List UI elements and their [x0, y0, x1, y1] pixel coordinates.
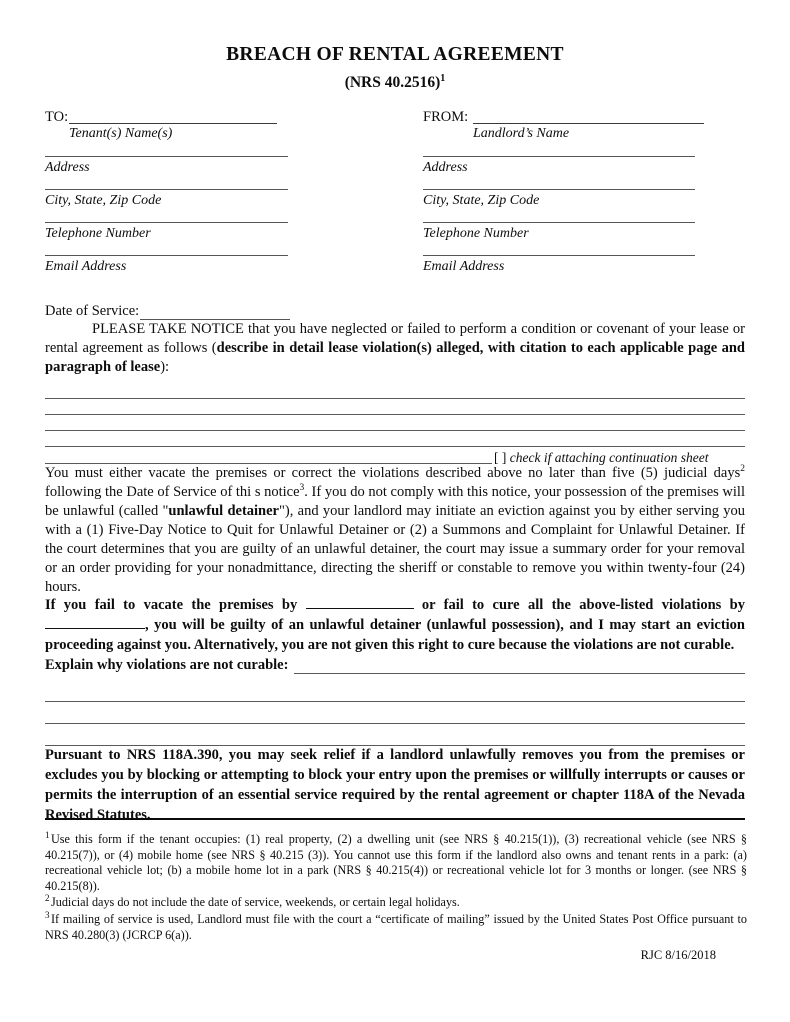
unlawful-detainer-term: unlawful detainer — [168, 503, 279, 520]
sender-telephone-input[interactable] — [423, 222, 695, 223]
recipient-email-input[interactable] — [45, 255, 288, 256]
explain-line-3[interactable] — [45, 724, 745, 746]
notice-lead: PLEASE TAKE NOTICE — [92, 320, 244, 337]
document-sheet — [45, 0, 745, 826]
vacate-part-3: . If you do not comply with this notice, your possession of the premises will be unlawful (called " — [45, 484, 745, 520]
recipient-city-input[interactable] — [45, 189, 288, 190]
footnote-1-marker: 1 — [45, 829, 50, 840]
sender-city-label: City, State, Zip Code — [423, 192, 540, 208]
footnote-2-text: Judicial days do not include the date of service, weekends, or certain legal holidays. — [51, 895, 460, 910]
date-of-service-label: Date of Service: — [45, 302, 140, 319]
recipient-name-input[interactable] — [69, 110, 277, 124]
sender-telephone-label: Telephone Number — [423, 225, 529, 241]
violation-line-5[interactable] — [45, 448, 492, 464]
violation-description-lines — [45, 383, 745, 464]
sender-label: FROM: — [423, 108, 469, 125]
vacate-part-4: "), and your landlord may initiate an eviction against you by either serving you with a (1) Five-Day Notice to Quit for Unlawful Detainer or (2) a Summons and Complaint for Unlawful Detainer. If the court determines that you are guilty of an unlawful detainer, the court may issue a summary order for your removal or an order providing for your nonadmittance, directing the sheriff or constable to remove you within twenty-four (24) hours. — [45, 503, 746, 595]
continuation-sheet-row — [45, 447, 745, 464]
sender-field-address — [423, 156, 745, 176]
recipient-email-label: Email Address — [45, 258, 127, 274]
violation-line-2[interactable] — [45, 399, 745, 415]
violation-line-3[interactable] — [45, 415, 745, 431]
vacate-part-1: You must either vacate the premises or correct the violations described above no later than five (5) judicial days — [45, 465, 741, 482]
vacate-paragraph — [45, 464, 745, 596]
continuation-checkbox-label: check if attaching continuation sheet — [509, 449, 709, 465]
explain-not-curable-lines — [45, 680, 745, 746]
explain-line-1[interactable] — [45, 680, 745, 702]
cure-date-input[interactable] — [45, 616, 145, 629]
sender-city-input[interactable] — [423, 189, 695, 190]
footnote-separator — [45, 818, 745, 820]
recipient-field-city — [45, 189, 395, 209]
recipient-telephone-input[interactable] — [45, 222, 288, 223]
footnote-3 — [45, 909, 747, 943]
violation-line-4[interactable] — [45, 431, 745, 447]
recipient-address-label: Address — [45, 159, 90, 175]
explain-line-2[interactable] — [45, 702, 745, 724]
sender-field-telephone — [423, 222, 745, 242]
notice-text-before-bold: that you have neglected or failed to perform a condition or covenant of your lease or rental agreement as follows ( — [45, 320, 745, 356]
sender-name-input[interactable] — [473, 110, 704, 124]
recipient-telephone-label: Telephone Number — [45, 225, 151, 241]
sender-column — [395, 107, 745, 274]
parties-block — [45, 107, 745, 274]
violation-line-1[interactable] — [45, 383, 745, 399]
subtitle-footnote-marker: 1 — [440, 73, 446, 85]
footnote-2 — [45, 895, 747, 911]
pursuant-nrs-paragraph: Pursuant to NRS 118A.390, you may seek relief if a landlord unlawfully removes you from the premises or excludes you by blocking or attempting to block your entry upon the premises or willfully interrupts or causes or permits the interruption of an essential service required by the rental agreement or chapter 118A of the Nevada Revised Statutes. — [45, 747, 745, 823]
recipient-name-row — [45, 107, 277, 124]
footnote-3-marker: 3 — [45, 909, 50, 920]
footnote-3-text: If mailing of service is used, Landlord must file with the court a “certificate of mailing” issued by the United States Post Office pursuant to NRS 40.280(3) (JCRCP 6(a)). — [45, 912, 747, 942]
explain-not-curable-row — [45, 657, 745, 674]
fail-to-vacate-paragraph — [45, 596, 745, 656]
vacate-date-input[interactable] — [306, 596, 414, 609]
footnotes-block — [45, 829, 747, 944]
footnote-2-marker: 2 — [45, 893, 50, 904]
form-revision-stamp: RJC 8/16/2018 — [640, 948, 716, 962]
fail-part-2: or fail to cure all the above-listed violations by — [413, 597, 745, 614]
vacate-part-2: following the Date of Service of thi s notice — [45, 484, 300, 501]
sender-field-city — [423, 189, 745, 209]
explain-not-curable-input[interactable] — [294, 660, 745, 674]
continuation-checkbox[interactable]: [ ] — [494, 449, 507, 465]
recipient-name-caption: Tenant(s) Name(s) — [69, 126, 173, 142]
continuation-sheet-checkbox-group[interactable] — [492, 451, 708, 465]
footnote-1-text: Use this form if the tenant occupies: (1) real property, (2) a dwelling unit (see NRS § 40.215(1)), (3) recreational vehicle (see NRS § 40.215(7)), or (4) mobile home (see NRS § 40.215 (3)). You cannot use this form if the landlord also owns and tenant rents in a park: (a) recreational vehicle lot; (b) a mobile home lot in a park (NRS § 40.215(4)) or recreational vehicle lot for 3 months or longer. (see NRS § 40.215(8)). — [45, 832, 747, 893]
recipient-address-input[interactable] — [45, 156, 288, 157]
page-title: BREACH OF RENTAL AGREEMENT — [226, 44, 564, 65]
explain-not-curable-label: Explain why violations are not curable: — [45, 656, 289, 673]
recipient-field-email — [45, 255, 395, 275]
page-subtitle — [45, 74, 745, 91]
footnote-1 — [45, 829, 747, 894]
vacate-footnote-marker-3: 3 — [299, 483, 305, 494]
recipient-label: TO: — [45, 108, 69, 125]
recipient-column — [45, 107, 395, 274]
recipient-field-telephone — [45, 222, 395, 242]
please-take-notice-paragraph — [45, 320, 745, 377]
date-of-service-row — [45, 303, 290, 320]
sender-field-email — [423, 255, 745, 275]
sender-name-caption: Landlord’s Name — [473, 126, 570, 142]
fail-part-1: If you fail to vacate the premises by — [45, 597, 306, 614]
date-of-service-input[interactable] — [140, 306, 290, 320]
subtitle-text: (NRS 40.2516) — [344, 74, 441, 92]
sender-email-input[interactable] — [423, 255, 695, 256]
recipient-field-address — [45, 156, 395, 176]
sender-address-label: Address — [423, 159, 468, 175]
sender-email-label: Email Address — [423, 258, 505, 274]
vacate-footnote-marker-2: 2 — [740, 464, 745, 475]
notice-text-after-bold: ): — [160, 358, 170, 375]
notice-bold-instruction: describe in detail lease violation(s) alleged, with citation to each applicable page and paragraph of lease — [45, 339, 745, 375]
recipient-city-label: City, State, Zip Code — [45, 192, 162, 208]
sender-address-input[interactable] — [423, 156, 695, 157]
fail-part-3: , you will be guilty of an unlawful detainer (unlawful possession), and I may start an eviction proceeding against you. Alternatively, you are not given this right to cure because the violations are not curable. — [45, 617, 745, 654]
sender-name-row — [423, 107, 704, 124]
